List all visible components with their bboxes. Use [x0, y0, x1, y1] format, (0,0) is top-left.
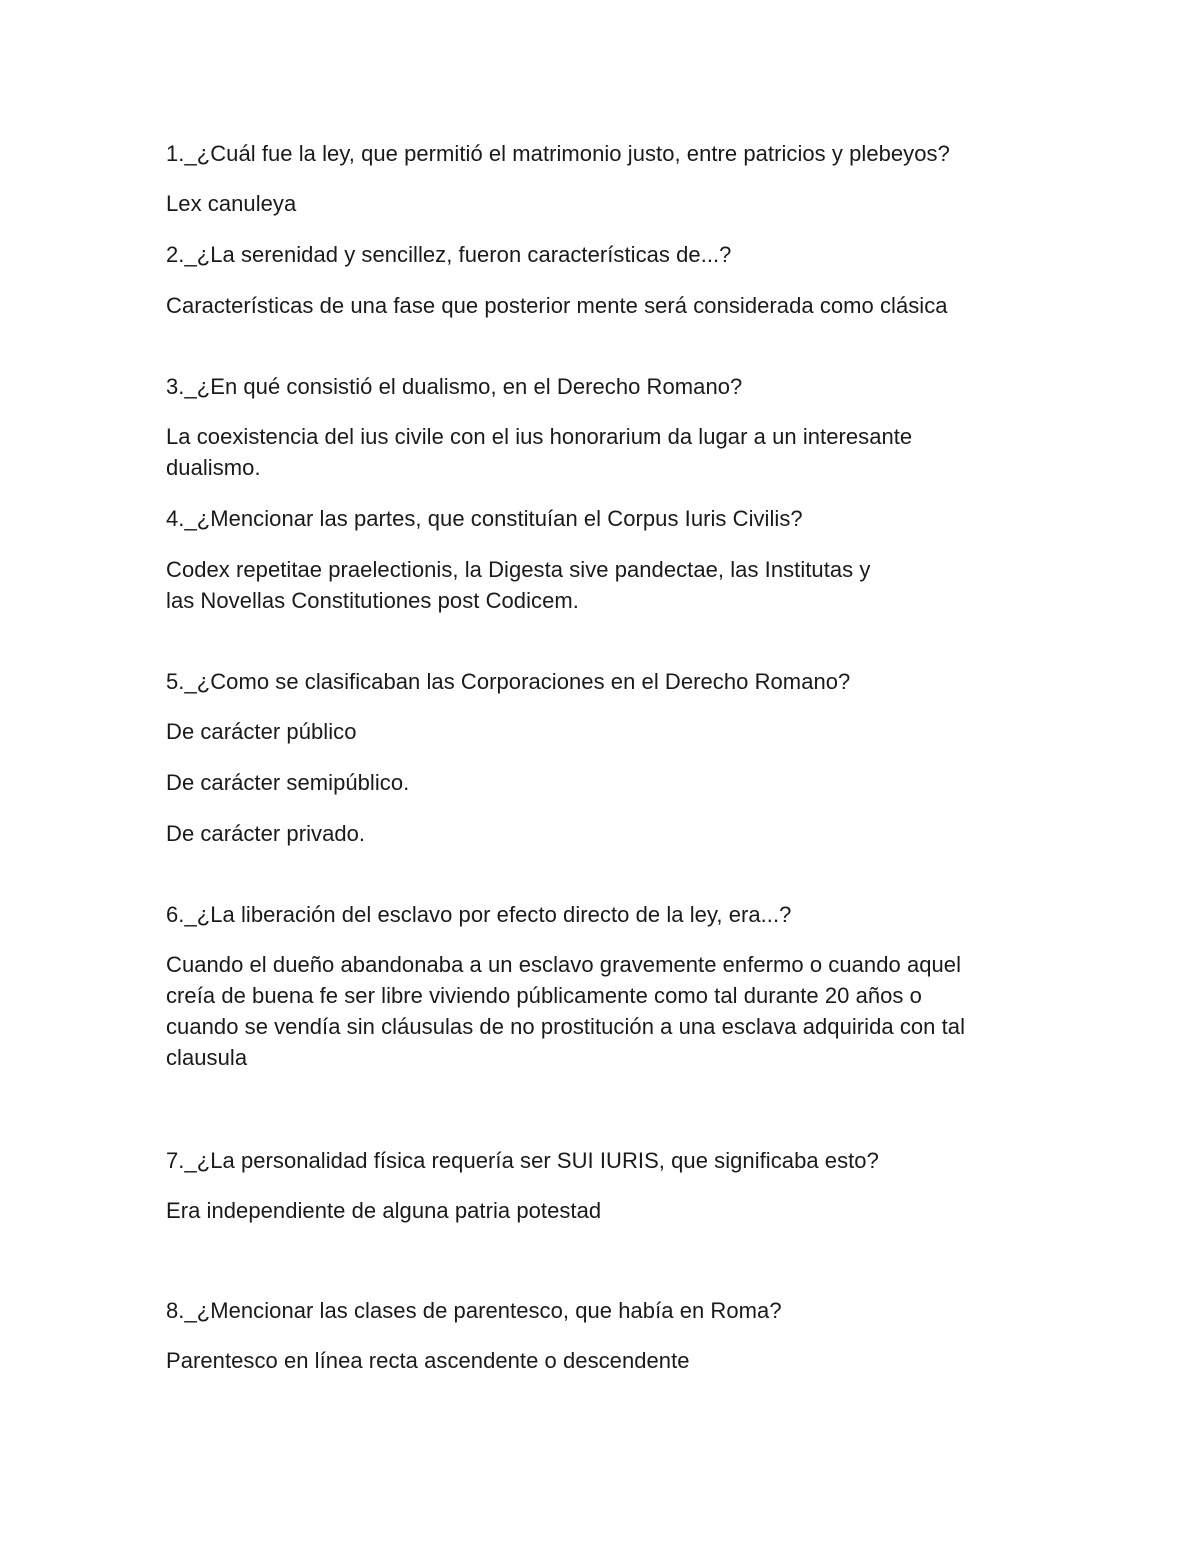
question-5: 5._¿Como se clasificaban las Corporaciones en el Derecho Romano? [166, 669, 851, 694]
answer-4-line-1: Codex repetitae praelectionis, la Digesta sive pandectae, las Institutas y [166, 557, 871, 582]
answer-8: Parentesco en línea recta ascendente o descendente [166, 1348, 690, 1373]
answer-6-line-3: cuando se vendía sin cláusulas de no prostitución a una esclava adquirida con tal [166, 1014, 966, 1039]
answer-6-line-1: Cuando el dueño abandonaba a un esclavo gravemente enfermo o cuando aquel [166, 952, 962, 977]
question-6: 6._¿La liberación del esclavo por efecto directo de la ley, era...? [166, 902, 792, 927]
question-8: 8._¿Mencionar las clases de parentesco, que había en Roma? [166, 1298, 782, 1323]
answer-6-line-2: creía de buena fe ser libre viviendo públicamente como tal durante 20 años o [166, 983, 922, 1008]
answer-1: Lex canuleya [166, 191, 297, 216]
question-7: 7._¿La personalidad física requería ser SUI IURIS, que significaba esto? [166, 1148, 879, 1173]
question-4: 4._¿Mencionar las partes, que constituían el Corpus Iuris Civilis? [166, 506, 803, 531]
answer-6-line-4: clausula [166, 1045, 248, 1070]
answer-3-line-2: dualismo. [166, 455, 261, 480]
answer-3-line-1: La coexistencia del ius civile con el ius honorarium da lugar a un interesante [166, 424, 913, 449]
answer-4-line-2: las Novellas Constitutiones post Codicem. [166, 588, 579, 613]
answer-2: Características de una fase que posterior mente será considerada como clásica [166, 293, 948, 318]
answer-5-item-1: De carácter público [166, 719, 357, 744]
answer-5-item-3: De carácter privado. [166, 821, 366, 846]
question-1: 1._¿Cuál fue la ley, que permitió el matrimonio justo, entre patricios y plebeyos? [166, 141, 950, 166]
question-2: 2._¿La serenidad y sencillez, fueron características de...? [166, 242, 732, 267]
answer-7: Era independiente de alguna patria potestad [166, 1198, 602, 1223]
question-3: 3._¿En qué consistió el dualismo, en el Derecho Romano? [166, 374, 743, 399]
answer-5-item-2: De carácter semipúblico. [166, 770, 410, 795]
